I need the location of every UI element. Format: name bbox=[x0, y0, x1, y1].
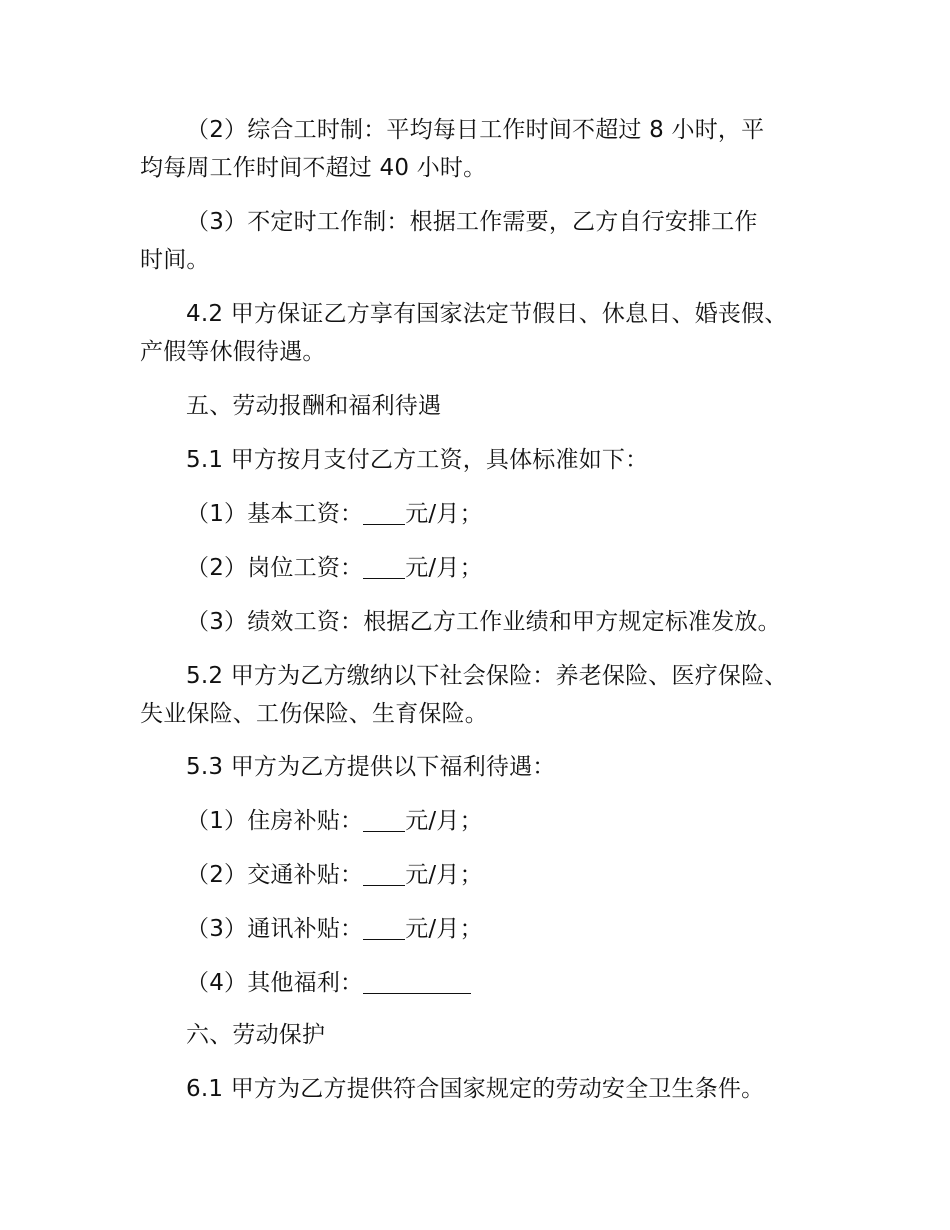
item-label: （3）通讯补贴： bbox=[186, 916, 364, 942]
paragraph-benefits bbox=[140, 748, 820, 786]
item-label: （1）住房补贴： bbox=[186, 808, 364, 834]
blank-field bbox=[363, 859, 405, 886]
blank-field bbox=[363, 913, 405, 940]
item-label: （1）基本工资： bbox=[186, 501, 364, 527]
text-line: 均每周工作时间不超过 40 小时。 bbox=[140, 155, 487, 181]
item-unit: 元/月； bbox=[405, 916, 483, 942]
item-basic-salary bbox=[140, 495, 820, 533]
item-performance-salary bbox=[140, 603, 820, 641]
text-line: 5.3 甲方为乙方提供以下福利待遇： bbox=[186, 754, 556, 780]
item-unit: 元/月； bbox=[405, 808, 483, 834]
paragraph-safety-conditions bbox=[140, 1070, 820, 1108]
blank-field bbox=[363, 967, 471, 994]
item-unit: 元/月； bbox=[405, 501, 483, 527]
text-line: 6.1 甲方为乙方提供符合国家规定的劳动安全卫生条件。 bbox=[186, 1076, 765, 1102]
text-line: 六、劳动保护 bbox=[186, 1022, 326, 1048]
section-heading-labor-protection bbox=[140, 1016, 820, 1054]
text-line: （2）综合工时制：平均每日工作时间不超过 8 小时，平 bbox=[186, 117, 765, 143]
item-communication-allowance bbox=[140, 910, 820, 948]
blank-field bbox=[363, 498, 405, 525]
item-other-benefits bbox=[140, 964, 820, 1002]
text-line: 4.2 甲方保证乙方享有国家法定节假日、休息日、婚丧假、 bbox=[186, 301, 788, 327]
paragraph-social-insurance bbox=[140, 657, 820, 733]
item-label: （2）交通补贴： bbox=[186, 862, 364, 888]
text-line: 产假等休假待遇。 bbox=[140, 339, 326, 365]
section-heading-remuneration bbox=[140, 387, 820, 425]
item-unit: 元/月； bbox=[405, 862, 483, 888]
paragraph-salary-standard bbox=[140, 441, 820, 479]
text-line: （3）绩效工资：根据乙方工作业绩和甲方规定标准发放。 bbox=[186, 609, 781, 635]
item-position-salary bbox=[140, 549, 820, 587]
item-label: （4）其他福利： bbox=[186, 970, 364, 996]
item-transport-allowance bbox=[140, 856, 820, 894]
text-line: 5.2 甲方为乙方缴纳以下社会保险：养老保险、医疗保险、 bbox=[186, 663, 788, 689]
paragraph-holidays bbox=[140, 295, 820, 371]
text-line: （3）不定时工作制：根据工作需要，乙方自行安排工作 bbox=[186, 209, 758, 235]
blank-field bbox=[363, 552, 405, 579]
item-label: （2）岗位工资： bbox=[186, 555, 364, 581]
text-line: 失业保险、工伤保险、生育保险。 bbox=[140, 701, 488, 727]
text-line: 五、劳动报酬和福利待遇 bbox=[186, 393, 442, 419]
paragraph-flexible-hours bbox=[140, 203, 820, 279]
blank-field bbox=[363, 805, 405, 832]
item-housing-allowance bbox=[140, 802, 820, 840]
text-line: 5.1 甲方按月支付乙方工资，具体标准如下： bbox=[186, 447, 649, 473]
item-unit: 元/月； bbox=[405, 555, 483, 581]
text-line: 时间。 bbox=[140, 247, 210, 273]
paragraph-comprehensive-hours bbox=[140, 111, 820, 187]
